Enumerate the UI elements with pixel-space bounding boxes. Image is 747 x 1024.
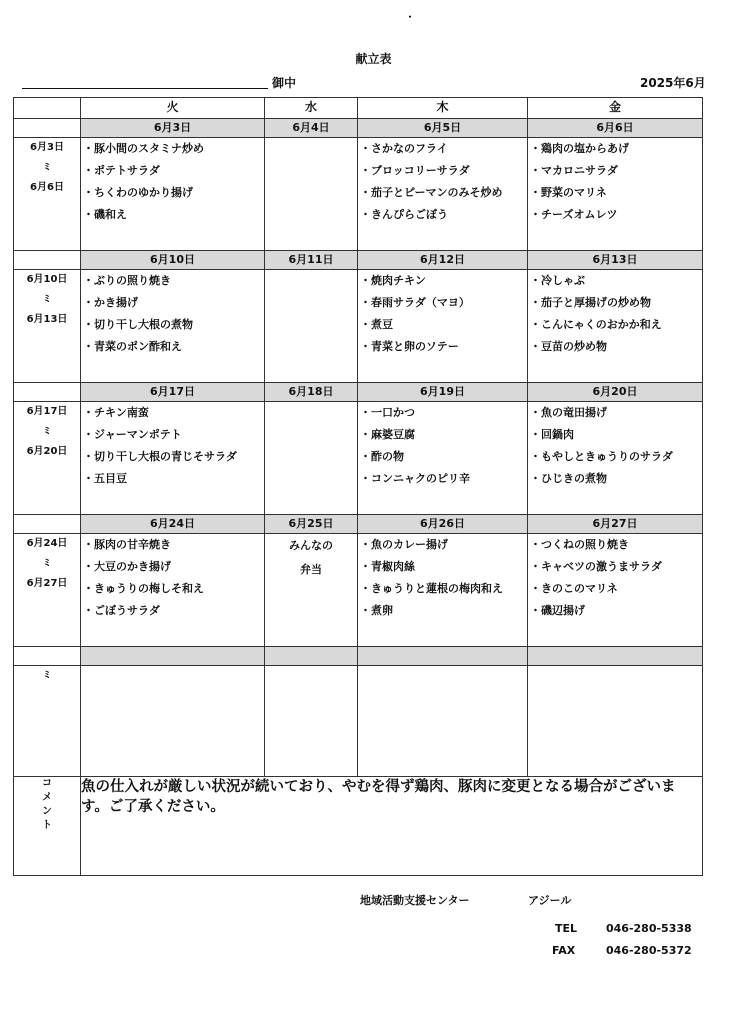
range-start: 6月10日 (26, 274, 68, 285)
date-row (14, 383, 703, 402)
top-dot: ・ (404, 10, 417, 24)
menu-item: ・ 春雨サラダ（マヨ） (358, 292, 527, 314)
comment-label-char: コ (42, 778, 52, 789)
date-cell: 6月19日 (358, 383, 528, 402)
wed-cell (265, 270, 358, 383)
range-end: 6月13日 (26, 314, 68, 325)
date-corner (14, 383, 81, 402)
blank-menu-cell (81, 666, 265, 777)
date-row (14, 515, 703, 534)
date-cell: 6月11日 (265, 251, 358, 270)
menu-cell-thu (358, 534, 528, 647)
menu-item: ・ 茄子と厚揚げの炒め物 (528, 292, 702, 314)
date-corner (14, 515, 81, 534)
day-header-row (14, 98, 703, 119)
wed-cell (265, 138, 358, 251)
week-range (14, 138, 81, 251)
menu-item: ・ チキン南蛮 (81, 402, 264, 424)
date-row (14, 119, 703, 138)
menu-cell-tue (81, 270, 265, 383)
center-name: 地域活動支援センター (360, 894, 470, 907)
menu-row (14, 534, 703, 647)
day-tue: 火 (81, 98, 265, 119)
menu-item: ・ 煮卵 (358, 600, 527, 622)
blank-menu-cell (265, 666, 358, 777)
comment-row (14, 777, 703, 876)
menu-item: ・ 野菜のマリネ (528, 182, 702, 204)
menu-item: ・ つくねの照り焼き (528, 534, 702, 556)
menu-item: ・ 磯辺揚げ (528, 600, 702, 622)
menu-item: ・ チーズオムレツ (528, 204, 702, 226)
addressee-line (22, 88, 268, 89)
range-separator: ﾐ (44, 426, 50, 437)
addressee-label: 御中 (272, 76, 297, 90)
corner-cell (14, 98, 81, 119)
menu-item: ・ 焼肉チキン (358, 270, 527, 292)
menu-cell-fri (528, 138, 703, 251)
date-cell: 6月25日 (265, 515, 358, 534)
wed-cell (265, 534, 358, 647)
menu-item: ・ 魚のカレー揚げ (358, 534, 527, 556)
date-row (14, 251, 703, 270)
date-cell: 6月26日 (358, 515, 528, 534)
date-cell: 6月5日 (358, 119, 528, 138)
menu-item: ・ 酢の物 (358, 446, 527, 468)
day-fri: 金 (528, 98, 703, 119)
week-range (14, 534, 81, 647)
tel-label: TEL (555, 922, 578, 935)
date-cell: 6月10日 (81, 251, 265, 270)
date-cell: 6月13日 (528, 251, 703, 270)
date-cell: 6月3日 (81, 119, 265, 138)
menu-item: ・ 豆苗の炒め物 (528, 336, 702, 358)
blank-date-row (14, 647, 703, 666)
menu-item: ・ 麻婆豆腐 (358, 424, 527, 446)
menu-item: ・ キャベツの激うまサラダ (528, 556, 702, 578)
range-separator: ﾐ (44, 670, 50, 681)
menu-table (13, 97, 703, 876)
range-end: 6月27日 (26, 578, 68, 589)
menu-item: ・ 一口かつ (358, 402, 527, 424)
fax-label: FAX (552, 944, 576, 957)
blank-date-corner (14, 647, 81, 666)
menu-cell-thu (358, 402, 528, 515)
range-start: 6月17日 (26, 406, 68, 417)
comment-label-char: メ (42, 792, 52, 803)
menu-item: ・ 魚の竜田揚げ (528, 402, 702, 424)
day-thu: 木 (358, 98, 528, 119)
menu-cell-fri (528, 270, 703, 383)
date-cell: 6月18日 (265, 383, 358, 402)
comment-label-char: ン (42, 806, 52, 817)
comment-label-char: ト (42, 820, 52, 831)
menu-item: ・ ちくわのゆかり揚げ (81, 182, 264, 204)
menu-item: ・ マカロニサラダ (528, 160, 702, 182)
menu-row (14, 402, 703, 515)
date-cell: 6月17日 (81, 383, 265, 402)
blank-date-cell (358, 647, 528, 666)
menu-item: ・ かき揚げ (81, 292, 264, 314)
menu-item: ・ 冷しゃぶ (528, 270, 702, 292)
menu-item: ・ さかなのフライ (358, 138, 527, 160)
date-cell: 6月20日 (528, 383, 703, 402)
comment-text: 魚の仕入れが厳しい状況が続いており、やむを得ず鶏肉、豚肉に変更となる場合がございます。ご了承ください。 (81, 777, 703, 876)
date-cell: 6月4日 (265, 119, 358, 138)
center-brand: アジール (528, 894, 572, 907)
menu-row (14, 138, 703, 251)
menu-item: ・ ひじきの煮物 (528, 468, 702, 490)
range-start: 6月3日 (30, 142, 64, 153)
menu-item: ・ 豚肉の甘辛焼き (81, 534, 264, 556)
menu-item: ・ きんぴらごぼう (358, 204, 527, 226)
date-cell: 6月6日 (528, 119, 703, 138)
menu-cell-tue (81, 402, 265, 515)
menu-cell-thu (358, 270, 528, 383)
blank-menu-cell (358, 666, 528, 777)
date-cell: 6月24日 (81, 515, 265, 534)
menu-item: ・ 青菜と卵のソテー (358, 336, 527, 358)
menu-cell-fri (528, 402, 703, 515)
menu-row (14, 270, 703, 383)
range-separator: ﾐ (44, 162, 50, 173)
comment-label (14, 777, 81, 876)
range-separator: ﾐ (44, 558, 50, 569)
menu-item: ・ ブロッコリーサラダ (358, 160, 527, 182)
date-cell: 6月27日 (528, 515, 703, 534)
blank-date-cell (81, 647, 265, 666)
week-range (14, 402, 81, 515)
menu-item: ・ ポテトサラダ (81, 160, 264, 182)
blank-date-cell (528, 647, 703, 666)
menu-item: ・ ごぼうサラダ (81, 600, 264, 622)
menu-cell-tue (81, 534, 265, 647)
menu-item: ・ 磯和え (81, 204, 264, 226)
wed-cell (265, 402, 358, 515)
range-end: 6月6日 (30, 182, 64, 193)
menu-item: ・ 青椒肉絲 (358, 556, 527, 578)
wed-note-line: みんなの (289, 539, 333, 552)
month-label: 2025年6月 (640, 76, 706, 90)
menu-item: ・ 豚小間のスタミナ炒め (81, 138, 264, 160)
menu-item: ・ きのこのマリネ (528, 578, 702, 600)
tel-number: 046-280-5338 (606, 922, 692, 935)
menu-item: ・ 回鍋肉 (528, 424, 702, 446)
menu-cell-tue (81, 138, 265, 251)
menu-item: ・ 茄子とピーマンのみそ炒め (358, 182, 527, 204)
day-wed: 水 (265, 98, 358, 119)
date-corner (14, 251, 81, 270)
wed-note-line: 弁当 (300, 563, 322, 576)
menu-item: ・ 鶏肉の塩からあげ (528, 138, 702, 160)
menu-item: ・ もやしときゅうりのサラダ (528, 446, 702, 468)
menu-cell-thu (358, 138, 528, 251)
menu-item: ・ 切り干し大根の青じそサラダ (81, 446, 264, 468)
menu-item: ・ 青菜のポン酢和え (81, 336, 264, 358)
range-separator: ﾐ (44, 294, 50, 305)
menu-item: ・ 五目豆 (81, 468, 264, 490)
menu-item: ・ こんにゃくのおかか和え (528, 314, 702, 336)
menu-item: ・ ジャーマンポテト (81, 424, 264, 446)
menu-item: ・ 大豆のかき揚げ (81, 556, 264, 578)
menu-cell-fri (528, 534, 703, 647)
menu-item: ・ コンニャクのピリ辛 (358, 468, 527, 490)
menu-item: ・ きゅうりの梅しそ和え (81, 578, 264, 600)
date-cell: 6月12日 (358, 251, 528, 270)
range-end: 6月20日 (26, 446, 68, 457)
menu-item: ・ ぶりの照り焼き (81, 270, 264, 292)
blank-date-cell (265, 647, 358, 666)
week-range (14, 270, 81, 383)
menu-item: ・ 煮豆 (358, 314, 527, 336)
blank-range (14, 666, 81, 777)
range-start: 6月24日 (26, 538, 68, 549)
page-title: 献立表 (355, 52, 392, 66)
date-corner (14, 119, 81, 138)
blank-menu-cell (528, 666, 703, 777)
fax-number: 046-280-5372 (606, 944, 692, 957)
menu-item: ・ きゅうりと蓮根の梅肉和え (358, 578, 527, 600)
menu-item: ・ 切り干し大根の煮物 (81, 314, 264, 336)
blank-menu-row (14, 666, 703, 777)
